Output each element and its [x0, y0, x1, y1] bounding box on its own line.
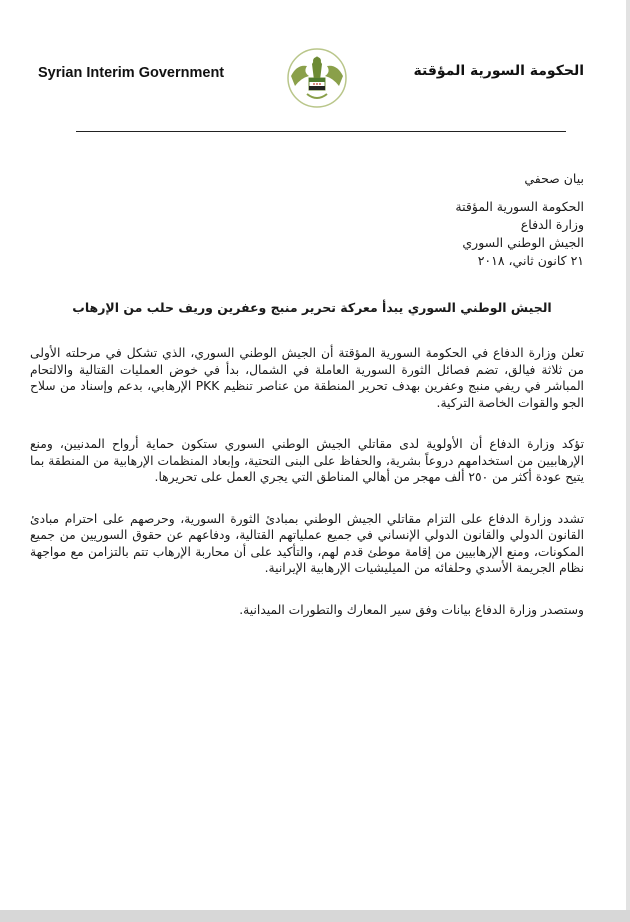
- paragraph: تعلن وزارة الدفاع في الحكومة السورية المؤقتة أن الجيش الوطني السوري، الذي تشكل في مرحلته الأولى من ثلاثة فيالق، تضم فصائل الثورة السورية العاملة في الشمال، بدأ في خوض العمليات القتالية والالتحام المباشر في ريفي منبج وعفرين بهدف تحرير المنطقة من عناصر تنظيم PKK الإرهابي، بدعم وإسناد من سلاح الجو والقوات الخاصة التركية.: [30, 346, 584, 410]
- header-arabic-title: الحكومة السورية المؤقتة: [413, 63, 584, 79]
- paragraph: تؤكد وزارة الدفاع أن الأولوية لدى مقاتلي الجيش الوطني السوري ستكون حماية أرواح المدنيين، ومنع الإرهابيين من استخدامهم دروعاً بشرية، والحفاظ على البنى التحتية، وإبعاد المنظمات الإرهابية من المنطقة بما يتيح عودة أكثر من ٢٥٠ ألف مهجر من أهالي المناطق التي يجري العمل على تحريرها.: [30, 437, 584, 484]
- header-english-title: Syrian Interim Government: [38, 65, 225, 81]
- eagle-emblem-icon: [283, 42, 351, 110]
- paragraph: وستصدر وزارة الدفاع بيانات وفق سير المعارك والتطورات الميدانية.: [239, 602, 584, 617]
- scan-edge: [626, 0, 630, 922]
- document-body: [30, 345, 584, 643]
- scan-bottom-edge: [0, 910, 630, 922]
- document-title: الجيش الوطني السوري يبدأ معركة تحرير منبج وعفرين وريف حلب من الإرهاب: [72, 300, 552, 315]
- org-line-1: الحكومة السورية المؤقتة: [455, 199, 584, 214]
- header-divider: [76, 131, 566, 132]
- org-line-2: وزارة الدفاع: [520, 217, 584, 232]
- org-line-3: الجيش الوطني السوري: [462, 235, 584, 250]
- doc-type: بيان صحفي: [524, 171, 584, 186]
- paragraph: تشدد وزارة الدفاع على التزام مقاتلي الجيش الوطني بمبادئ الثورة السورية، وحرصهم على احترام مبادئ القانون الدولي والقانون الدولي الإنساني في جميع عملياتهم القتالية، ودفاعهم عن حقوق السوريين من جميع المكونات، ومنع الإرهابيين من إقامة موطئ قدم لهم، والتأكيد على أن محاربة الإرهاب تتم بالتزامن مع مواجهة نظام الجريمة الأسدي وحلفائه من الميليشيات الإرهابية الإيرانية.: [30, 511, 584, 575]
- document-meta: [30, 170, 584, 270]
- doc-date: ٢١ كانون ثاني، ٢٠١٨: [477, 253, 584, 268]
